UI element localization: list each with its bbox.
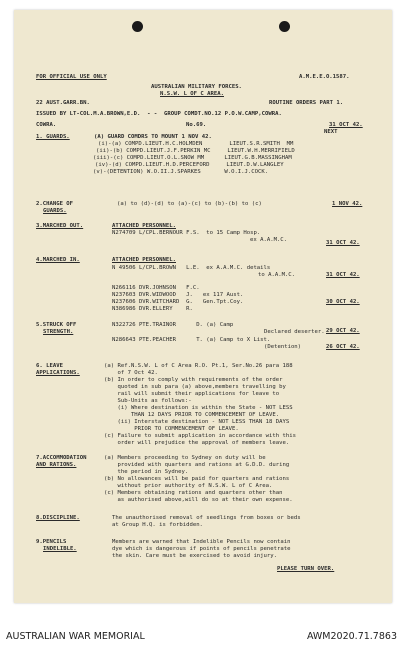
change-of-guards-date: 1 NOV 42.	[332, 201, 363, 207]
section-title-pencils: 9.PENCILS	[36, 539, 67, 545]
section-title-change-of-guards: 2.CHANGE OF	[36, 201, 74, 207]
leave-line: THAN 12 DAYS PRIOR TO COMMENCEMENT OF LEAVE.	[104, 412, 280, 418]
orders-type: ROUTINE ORDERS PART 1.	[269, 100, 344, 106]
issued-by: ISSUED BY LT-COL.M.A.BROWN,E.D. - - GROUP COMDT.NO.12 P.O.W.CAMP,COWRA.	[36, 111, 282, 117]
punch-hole-right	[279, 21, 290, 32]
leave-line: (c) Failure to submit application in accordance with this	[104, 433, 296, 439]
leave-line: PRIOR TO COMMENCEMENT OF LEAVE.	[104, 426, 239, 432]
struck-off-row-2: N286643 PTE.PEACHER T. (a) Camp to X List.	[112, 337, 271, 343]
marched-in-date-2: 30 OCT 42.	[326, 299, 360, 305]
guard-row: (iv)-(d) COMPD.LIEUT.H.D.PERCEFORD LIEUT.D.W.LANGLEY	[95, 162, 284, 168]
area-title: N.S.W. L OF C AREA.	[160, 91, 224, 97]
discipline-line: at Group H.Q. is forbidden.	[112, 522, 203, 528]
accommodation-line: (a) Members proceeding to Sydney on duty will be	[104, 455, 266, 461]
punch-hole-left	[132, 21, 143, 32]
section-title-accommodation: 7.ACCOMMODATION	[36, 455, 87, 461]
leave-line: (a) Ref.N.S.W. L of C Area R.O. Pt.1, Ser.No.26 para 188	[104, 363, 293, 369]
guard-row: (iii)-(c) COMPD.LIEUT.O.L.SNOW MM LIEUT.G.B.MASSINGHAM	[93, 155, 292, 161]
struck-off-row-1: N322726 PTE.TRAINOR D. (a) Camp	[112, 322, 234, 328]
accommodation-line: provided with quarters and rations at G.D.D. during	[104, 462, 290, 468]
marched-in-row: N386986 DVR.ELLERY R.	[112, 306, 193, 312]
section-title-change-of-guards-2: GUARDS.	[43, 208, 67, 214]
leave-line: order will prejudice the approval of members leave.	[104, 440, 290, 446]
section-title-struck-off: 5.STRUCK OFF	[36, 322, 77, 328]
accommodation-line: the period in Sydney.	[104, 469, 189, 475]
leave-line: (i) Where destination is within the State - NOT LESS	[104, 405, 293, 411]
section-title-marched-out: 3.MARCHED OUT.	[36, 223, 84, 229]
pencils-line: the skin. Care must be exercised to avoid injury.	[112, 553, 278, 559]
marched-out-heading: ATTACHED PERSONNEL.	[112, 223, 176, 229]
order-number: No.69.	[186, 122, 207, 128]
guard-row: (ii)-(b) COMPD.LIEUT.J.F.PERKIN MC LIEUT.W.H.MERRIFIELD	[96, 148, 295, 154]
guards-intro: (A) GUARD COMDRS TO MOUNT 1 NOV 42.	[94, 134, 212, 140]
section-title-pencils-2: INDELIBLE.	[43, 546, 77, 552]
leave-line: of 7 Oct 42.	[104, 370, 158, 376]
section-title-discipline: 8.DISCIPLINE.	[36, 515, 80, 521]
marched-in-line-2: to A.A.M.C.	[258, 272, 296, 278]
pencils-line: Members are warned that Indelible Pencils now contain	[112, 539, 291, 545]
section-title-accommodation-2: AND RATIONS.	[36, 462, 77, 468]
marched-out-line-2: ex A.A.M.C.	[250, 237, 288, 243]
document-page	[14, 10, 392, 603]
section-title-marched-in: 4.MARCHED IN.	[36, 257, 80, 263]
marched-in-row: N266116 DVR.JOHNSON F.C.	[112, 285, 200, 291]
marched-in-heading: ATTACHED PERSONNEL.	[112, 257, 176, 263]
marched-in-date-1: 31 OCT 42.	[326, 272, 360, 278]
accommodation-line: (c) Members obtaining rations and quarters other than	[104, 490, 283, 496]
leave-line: quoted in sub para (a) above,members travelling by	[104, 384, 286, 390]
unit-name: 22 AUST.GARR.BN.	[36, 100, 90, 106]
struck-off-row-1b: Declared deserter.	[264, 329, 325, 335]
turn-over-note: PLEASE TURN OVER.	[277, 566, 335, 572]
guard-row: (i)-(a) COMPD.LIEUT.H.C.HOLMDEN LIEUT.S.R.SMITH MM	[98, 141, 294, 147]
change-of-guards-text: (a) to (d)-(d) to (a)-(c) to (b)-(b) to (c)	[117, 201, 262, 207]
leave-line: (b) In order to comply with requirements of the order	[104, 377, 283, 383]
section-title-leave: 6. LEAVE	[36, 363, 63, 369]
archive-footer	[0, 609, 403, 653]
accommodation-line: (b) No allowances will be paid for quarters and rations	[104, 476, 290, 482]
struck-off-row-2b: (Detention)	[264, 344, 302, 350]
marched-in-line-1: N 49506 L/CPL.BROWN L.E. ex A.A.M.C. details	[112, 265, 271, 271]
footer-accession-number: AWM2020.71.7863	[306, 631, 397, 642]
order-date: 31 OCT 42.	[329, 122, 363, 128]
guards-next-label: NEXT	[324, 129, 338, 135]
leave-line: (ii) Interstate destination - NOT LESS THAN 18 DAYS	[104, 419, 290, 425]
accommodation-line: without prior authority of N.S.W. L of C Area.	[104, 483, 273, 489]
guard-row: (v)-(DETENTION) W.O.II.J.SPARKES W.O.I.J.COCK.	[93, 169, 269, 175]
classification: FOR OFFICIAL USE ONLY	[36, 74, 107, 80]
marched-out-line-1: N274709 L/CPL.BERNOUR F.S. to 15 Camp Hosp.	[112, 230, 261, 236]
section-title-leave-2: APPLICATIONS.	[36, 370, 80, 376]
reference-number: A.M.E.E.O.1587.	[299, 74, 350, 80]
leave-line: rail will submit their applications for leave to	[104, 391, 280, 397]
pencils-line: dye which is dangerous if points of pencils penetrate	[112, 546, 291, 552]
place: COWRA.	[36, 122, 57, 128]
footer-institution: AUSTRALIAN WAR MEMORIAL	[6, 631, 145, 642]
section-title-guards: 1. GUARDS.	[36, 134, 70, 140]
leave-line: Sub-Units as follows:-	[104, 398, 192, 404]
struck-off-date-2: 26 OCT 42.	[326, 344, 360, 350]
marched-out-date: 31 OCT 42.	[326, 240, 360, 246]
marched-in-row: N237606 DVR.WITCHARD G. Gen.Tpt.Coy.	[112, 299, 244, 305]
marched-in-row: N237603 DVR.WIDWOOD J. ex 117 Aust.	[112, 292, 244, 298]
force-title: AUSTRALIAN MILITARY FORCES.	[151, 84, 242, 90]
discipline-line: The unauthorised removal of seedlings from boxes or beds	[112, 515, 301, 521]
section-title-struck-off-2: STRENGTH.	[43, 329, 74, 335]
struck-off-date-1: 29 OCT 42.	[326, 328, 360, 334]
accommodation-line: as authorised above,will do so at their own expense.	[104, 497, 293, 503]
